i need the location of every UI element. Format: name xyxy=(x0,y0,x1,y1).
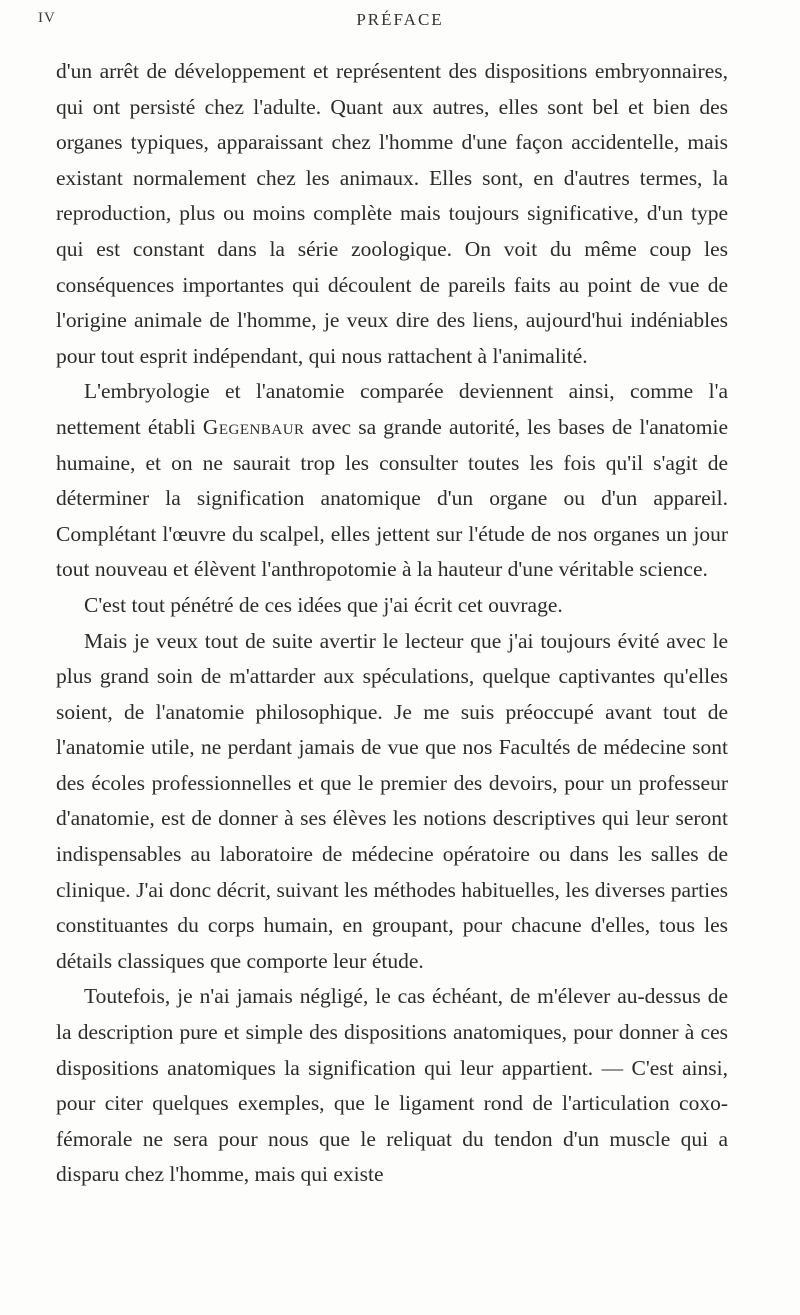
running-title: PRÉFACE xyxy=(356,10,444,29)
running-head xyxy=(38,10,762,34)
body-text xyxy=(56,54,728,1193)
paragraph-1: d'un arrêt de développement et représentent des dispositions embryonnaires, qui ont persisté chez l'adulte. Quant aux autres, elles sont bel et bien des organes typiques, apparaissant chez l'homme d'une façon accidentelle, mais existant normalement chez les animaux. Elles sont, en d'autres termes, la reproduction, plus ou moins complète mais toujours significative, d'un type qui est constant dans la série zoologique. On voit du même coup les conséquences importantes qui découlent de pareils faits au point de vue de l'origine animale de l'homme, je veux dire des liens, aujourd'hui indéniables pour tout esprit indépendant, qui nous rattachent à l'animalité. xyxy=(56,59,728,368)
paragraph-2-text-after: avec sa grande autorité, les bases de l'anatomie humaine, et on ne saurait trop les consulter toutes les fois qu'il s'agit de déterminer la signification anatomique d'un organe ou d'un appareil. Complétant l'œuvre du scalpel, elles jettent sur l'étude de nos organes un jour tout nouveau et élèvent l'anthropotomie à la hauteur d'une véritable science. xyxy=(56,414,728,582)
paragraph-4: Mais je veux tout de suite avertir le lecteur que j'ai toujours évité avec le plus grand soin de m'attarder aux spéculations, quelque captivantes qu'elles soient, de l'anatomie philosophique. Je me suis préoccupé avant tout de l'anatomie utile, ne perdant jamais de vue que nos Facultés de médecine sont des écoles professionnelles et que le premier des devoirs, pour un professeur d'anatomie, est de donner à ses élèves les notions descriptives qui leur seront indispensables au laboratoire de médecine opératoire ou dans les salles de clinique. J'ai donc décrit, suivant les méthodes habituelles, les diverses parties constituantes du corps humain, en groupant, pour chacune d'elles, tous les détails classiques que comporte leur étude. xyxy=(56,628,728,973)
paragraph-2 xyxy=(56,374,728,588)
paragraph-3: C'est tout pénétré de ces idées que j'ai écrit cet ouvrage. xyxy=(84,592,563,617)
paragraph-5: Toutefois, je n'ai jamais négligé, le cas échéant, de m'élever au-dessus de la description pure et simple des dispositions anatomiques, pour donner à ces dispositions anatomiques la signification qui leur appartient. — C'est ainsi, pour citer quelques exemples, que le ligament rond de l'articulation coxo-fémorale ne sera pour nous que le reliquat du tendon d'un muscle qui a disparu chez l'homme, mais qui existe xyxy=(56,984,728,1187)
page-number: IV xyxy=(38,10,56,26)
paragraph-2-text-before: L'embryologie et l'anatomie comparée deviennent ainsi, comme l'a nettement établi xyxy=(56,379,728,439)
author-name-gegenbaur: Gegenbaur xyxy=(202,414,305,439)
